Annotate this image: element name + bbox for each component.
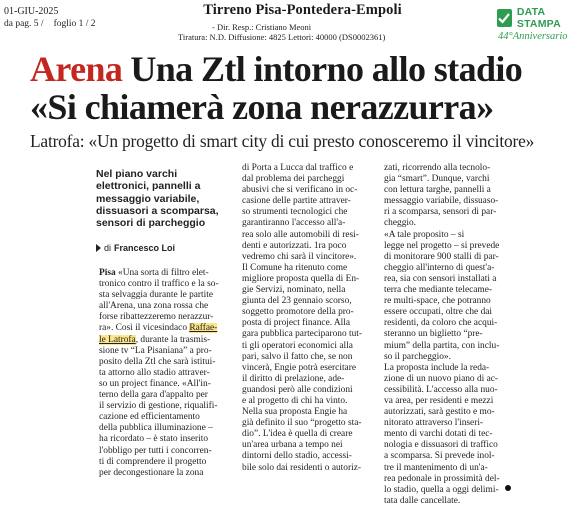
- article-line: gara pubblica parteciparono tut-: [242, 329, 362, 340]
- article-line: «A tale proposito – si: [384, 229, 465, 240]
- article-line: casione delle partite attraver-: [242, 196, 351, 207]
- clipping-date: 01-GIU-2025: [4, 6, 59, 17]
- triangle-bullet-icon: [96, 244, 101, 252]
- article-line: le Latrofa, durante la trasmis-: [99, 334, 211, 345]
- article-line: cheggio.: [384, 218, 417, 229]
- article-line: sta selvaggia durante le partite: [99, 290, 214, 301]
- article-line: residenti, da coloro che acqui-: [384, 318, 498, 329]
- article-column-3: [384, 163, 510, 507]
- circulation-info: Tiratura: N.D. Diffusione: 4825 Lettori: 40000 (DS0002361): [178, 32, 386, 42]
- article-line: ta attorno allo stadio attraver-: [99, 367, 210, 378]
- article-line: so strumenti tecnologici che: [242, 207, 348, 218]
- article-line: autorizzati, sarà gestito e mo-: [384, 407, 495, 418]
- article-line: ra». Così il vicesindaco Raffae-: [99, 323, 218, 334]
- article-line: per decongestionare la zona: [99, 467, 204, 478]
- sheet-number: foglio 1 / 2: [53, 19, 96, 29]
- article-line: rea solo alle automobili di resi-: [242, 229, 359, 240]
- end-of-article-marker: [505, 485, 511, 491]
- article-line: gia “smart”. Dunque, varchi: [384, 174, 490, 185]
- article-line: tata dalle cancellate.: [384, 495, 461, 506]
- article-line: con lettura targhe, pannelli a: [384, 185, 491, 196]
- article-line: lo stadio, quella a oggi delimi-: [384, 484, 499, 495]
- dateline: Pisa: [99, 268, 116, 278]
- publication-title: Tirreno Pisa-Pontedera-Empoli: [203, 2, 402, 18]
- article-line: La proposta include la reda-: [384, 362, 490, 373]
- article-line: il diritto di prelazione, ade-: [242, 373, 345, 384]
- article-line: garantiranno l'accesso all'a-: [242, 218, 346, 229]
- article-line: denti e autorizzati. 1ra poco: [242, 240, 347, 251]
- article-line: dintorni dello stadio, accessi-: [242, 451, 352, 462]
- article-column-1: [99, 268, 229, 479]
- article-line: zione di un nuovo piano di ac-: [384, 373, 499, 384]
- article-line: guandosi però alle condizioni: [242, 384, 353, 395]
- highlighted-name: le Latrofa: [99, 334, 136, 345]
- article-line: già definito il suo “progetto sta-: [242, 418, 362, 429]
- article-line: posta di project finance. Alla: [242, 318, 351, 329]
- brand-name: DATA STAMPA: [516, 6, 561, 30]
- article-line: migliore proposta quella di En-: [242, 273, 360, 284]
- article-line: di Porta a Lucca dal traffico e: [242, 163, 354, 173]
- headline-kicker: Arena: [30, 49, 123, 89]
- article-line: zati, ricorrendo alla tecnolo-: [384, 163, 491, 173]
- article-line: bile solo dai residenti o autoriz-: [242, 462, 361, 473]
- data-stampa-logo: [497, 7, 579, 29]
- article-line: di monitorare 900 stalli di par-: [384, 251, 499, 262]
- article-line: so il parcheggio».: [384, 351, 451, 362]
- article-line: legge nel progetto – si prevede: [384, 240, 500, 251]
- article-line: ri a scomparsa, sensori di par-: [384, 207, 497, 218]
- article-line: tre il mantenimento di un'a-: [384, 462, 488, 473]
- article-line: dal problema dei parcheggi: [242, 174, 345, 185]
- article-line: mento di varchi dotati di tec-: [384, 429, 493, 440]
- article-line: cazione ed efficientamento: [99, 412, 200, 423]
- article-line: rea, sia con sensori installati a: [384, 273, 497, 284]
- highlighted-name: Raffae-: [189, 323, 218, 334]
- article-line: abusivi che si verificano in oc-: [242, 185, 358, 196]
- article-line: terra che mediante telecame-: [384, 285, 493, 296]
- subheadline: Latrofa: «Un progetto di smart city di cui presto conosceremo il vincitore»: [30, 131, 535, 151]
- article-line: ha ricordato – è stato inserito: [99, 434, 209, 445]
- article-summary: Nel piano varchi elettronici, pannelli a messaggio variabile, dissuasori a scomparsa, sensori di parcheggio: [96, 168, 219, 230]
- article-line: un'area urbana a tempo nei: [242, 440, 343, 451]
- article-line: tronico contro il traffico e la so-: [99, 279, 219, 290]
- article-line: steranno un biglietto “pre-: [384, 329, 483, 340]
- article-line: dio”. L'idea è quella di creare: [242, 429, 353, 440]
- article-line: mium” della partita, con inclu-: [384, 340, 500, 351]
- article-line: cessibilità. L'accesso alla nuo-: [384, 384, 498, 395]
- article-line: forse ribattezzeremo nerazzur-: [99, 312, 214, 323]
- page-info: [4, 18, 106, 30]
- article-line: vincerà, Engie potrà esercitare: [242, 362, 356, 373]
- page-number: da pag. 5 /: [4, 19, 44, 29]
- article-line: a scomparsa. Si prevede inol-: [384, 451, 495, 462]
- article-line: terno della gara d'appalto per: [99, 390, 208, 401]
- article-line: Pisa «Una sorta di filtro elet-: [99, 268, 209, 278]
- clipping-meta: [4, 6, 106, 30]
- checkmark-icon: [497, 9, 512, 27]
- article-line: vedremo chi sarà il vincitore».: [242, 251, 357, 262]
- article-line: il servizio di gestione, riqualifi-: [99, 401, 218, 412]
- article-line: giunta del 23 gennaio scorso,: [242, 296, 352, 307]
- article-line: all'Arena, una zona rossa che: [99, 301, 209, 312]
- byline-prefix: di: [104, 243, 112, 253]
- author-name: Francesco Loi: [114, 243, 176, 253]
- article-line: posito della Ztl che sarà istitui-: [99, 356, 216, 367]
- anniversary-label: 44°Anniversario: [498, 31, 568, 42]
- article-line: nitorato attraverso l'inseri-: [384, 418, 484, 429]
- article-line: so un project finance. «All'in-: [99, 378, 211, 389]
- article-line: rea pedonale in prossimità del-: [384, 473, 500, 484]
- headline-main: Una Ztl intorno allo stadio: [130, 49, 523, 89]
- article-column-2: [242, 163, 366, 474]
- article-line: pari, salvo il fatto che, se non: [242, 351, 353, 362]
- article-line: gie Servizi, nominato, nella: [242, 285, 346, 296]
- article-line: ti di comprendere il progetto: [99, 456, 207, 467]
- article-line: sione tv “La Pisaniana” a pro-: [99, 345, 212, 356]
- article-line: ti gli operatori economici alla: [242, 340, 353, 351]
- article-line: re multi-space, che potranno: [384, 296, 491, 307]
- byline: [96, 243, 231, 253]
- article-line: Nella sua proposta Engie ha: [242, 407, 348, 418]
- article-line: essere occupati, oltre che dai: [384, 307, 493, 318]
- article-line: l'obbligo per tutti i concorren-: [99, 445, 212, 456]
- article-line: della pubblica illuminazione –: [99, 423, 213, 434]
- article-line: e al progetto di chi ha vinto.: [242, 395, 348, 406]
- article-line: va area, per residenti e mezzi: [384, 395, 494, 406]
- editor-in-chief: - Dir. Resp.: Cristiano Meoni: [212, 22, 312, 32]
- article-line: nologia e dissuasori di traffico: [384, 440, 498, 451]
- headline: [30, 50, 582, 88]
- article-line: messaggio variabile, dissuaso-: [384, 196, 499, 207]
- headline-quote: «Si chiamerà zona nerazzurra»: [30, 87, 494, 127]
- article-line: Il Comune ha ritenuto come: [242, 262, 348, 273]
- article-line: cheggio all'interno di quest'a-: [384, 262, 495, 273]
- article-line: soggetto promotore della pro-: [242, 307, 354, 318]
